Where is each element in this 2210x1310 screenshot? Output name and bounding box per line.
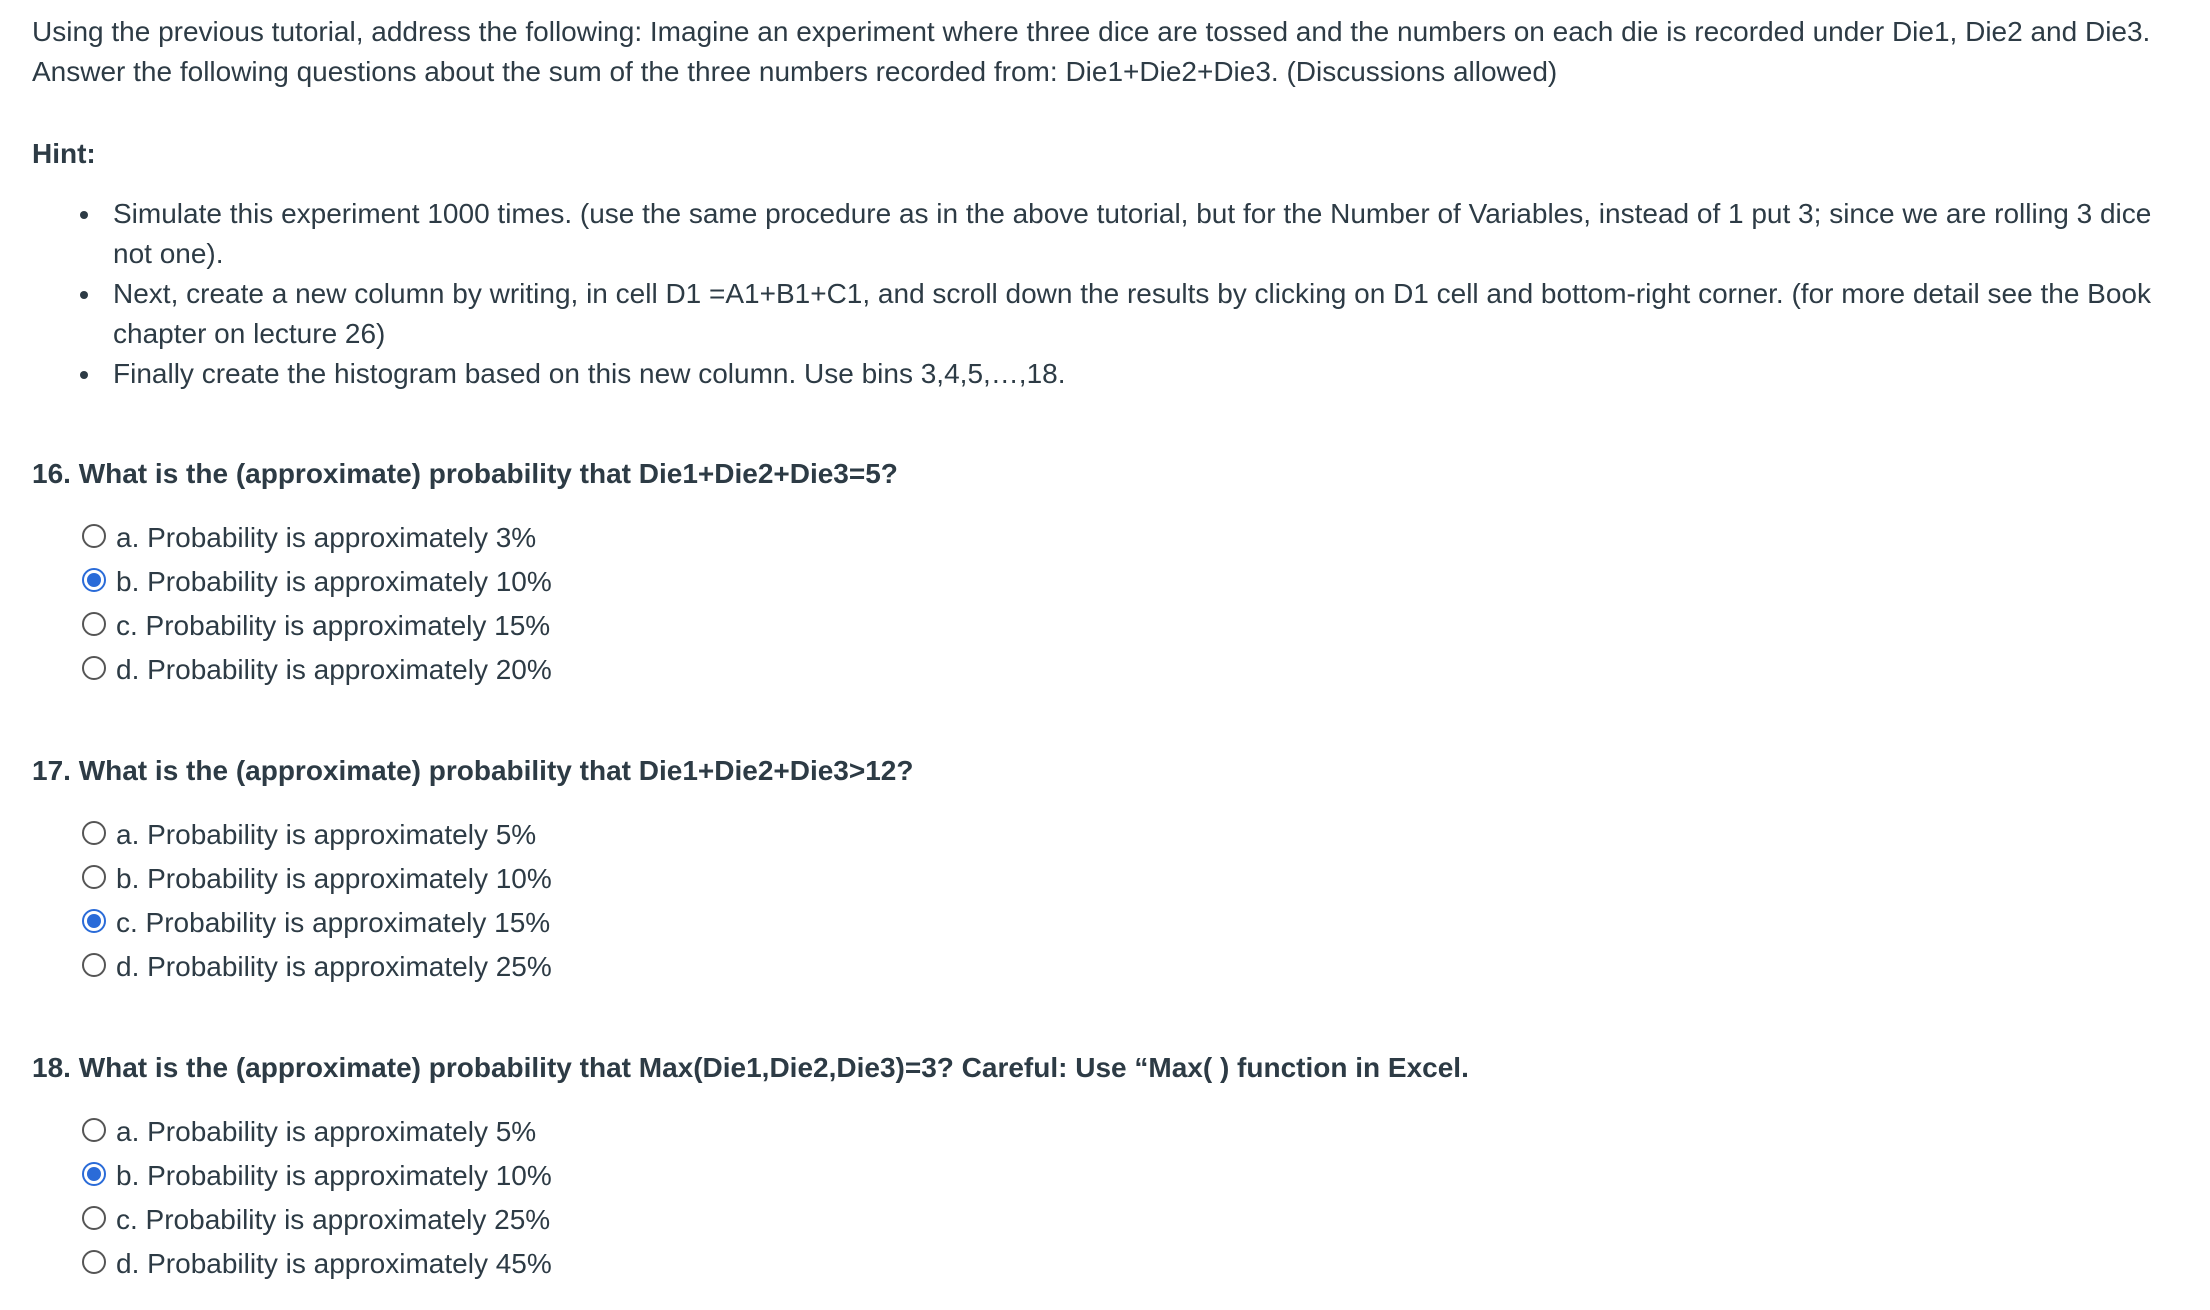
bullet-icon [80, 291, 88, 299]
hint-item-text: Simulate this experiment 1000 times. (use the same procedure as in the above tutorial, but for the Number of Variables, instead of 1 put 3; since we are rolling 3 dice not one). [113, 198, 2152, 269]
answer-option-a[interactable] [32, 516, 552, 560]
answer-option-label: b. Probability is approximately 10% [116, 1160, 552, 1191]
radio-button[interactable] [82, 909, 106, 933]
radio-button[interactable] [82, 821, 106, 845]
radio-button[interactable] [82, 1250, 106, 1274]
radio-button[interactable] [82, 656, 106, 680]
question-title: 16. What is the (approximate) probability that Die1+Die2+Die3=5? [32, 458, 898, 489]
question-16 [32, 454, 2182, 685]
hint-list [32, 194, 2182, 394]
answer-option-b[interactable] [32, 560, 552, 604]
bullet-icon [80, 211, 88, 219]
answer-option-label: b. Probability is approximately 10% [116, 863, 552, 894]
answer-options [32, 1110, 552, 1286]
answer-option-a[interactable] [32, 813, 552, 857]
radio-button[interactable] [82, 568, 106, 592]
question-18 [32, 1048, 2182, 1279]
question-17 [32, 751, 2182, 982]
answer-options [32, 813, 552, 989]
answer-option-label: a. Probability is approximately 5% [116, 1116, 537, 1147]
radio-button[interactable] [82, 524, 106, 548]
hint-item-text: Next, create a new column by writing, in cell D1 =A1+B1+C1, and scroll down the results by clicking on D1 cell and bottom-right corner. (for more detail see the Book chapter on lecture 26) [113, 278, 2151, 349]
bullet-icon [80, 371, 88, 379]
radio-button[interactable] [82, 865, 106, 889]
hint-item [32, 274, 2182, 354]
answer-option-c[interactable] [32, 1198, 552, 1242]
radio-button[interactable] [82, 1118, 106, 1142]
answer-option-label: d. Probability is approximately 45% [116, 1248, 552, 1279]
hint-item-text: Finally create the histogram based on this new column. Use bins 3,4,5,…,18. [113, 358, 1066, 389]
intro-text: Using the previous tutorial, address the following: Imagine an experiment where three dice are tossed and the numbers on each die is recorded under Die1, Die2 and Die3. Answer the following questions about the sum of the three numbers recorded from: Die1+Die2+Die3. (Discussions allowed) [32, 16, 2151, 87]
answer-option-label: c. Probability is approximately 15% [116, 610, 551, 641]
question-title: 17. What is the (approximate) probability that Die1+Die2+Die3>12? [32, 755, 914, 786]
answer-option-d[interactable] [32, 945, 552, 989]
hint-item [32, 354, 2182, 394]
answer-option-label: a. Probability is approximately 3% [116, 522, 537, 553]
radio-button[interactable] [82, 1162, 106, 1186]
radio-button[interactable] [82, 953, 106, 977]
answer-option-d[interactable] [32, 1242, 552, 1286]
answer-option-label: b. Probability is approximately 10% [116, 566, 552, 597]
answer-option-label: d. Probability is approximately 25% [116, 951, 552, 982]
answer-option-label: c. Probability is approximately 25% [116, 1204, 551, 1235]
answer-option-a[interactable] [32, 1110, 552, 1154]
hint-title: Hint: [32, 138, 96, 169]
answer-option-d[interactable] [32, 648, 552, 692]
answer-options [32, 516, 552, 692]
answer-option-b[interactable] [32, 857, 552, 901]
radio-button[interactable] [82, 1206, 106, 1230]
answer-option-label: a. Probability is approximately 5% [116, 819, 537, 850]
answer-option-b[interactable] [32, 1154, 552, 1198]
hint-item [32, 194, 2182, 274]
answer-option-c[interactable] [32, 604, 552, 648]
answer-option-label: c. Probability is approximately 15% [116, 907, 551, 938]
answer-option-label: d. Probability is approximately 20% [116, 654, 552, 685]
question-title: 18. What is the (approximate) probability that Max(Die1,Die2,Die3)=3? Careful: Use “Max( ) function in Excel. [32, 1052, 1469, 1083]
radio-button[interactable] [82, 612, 106, 636]
answer-option-c[interactable] [32, 901, 552, 945]
